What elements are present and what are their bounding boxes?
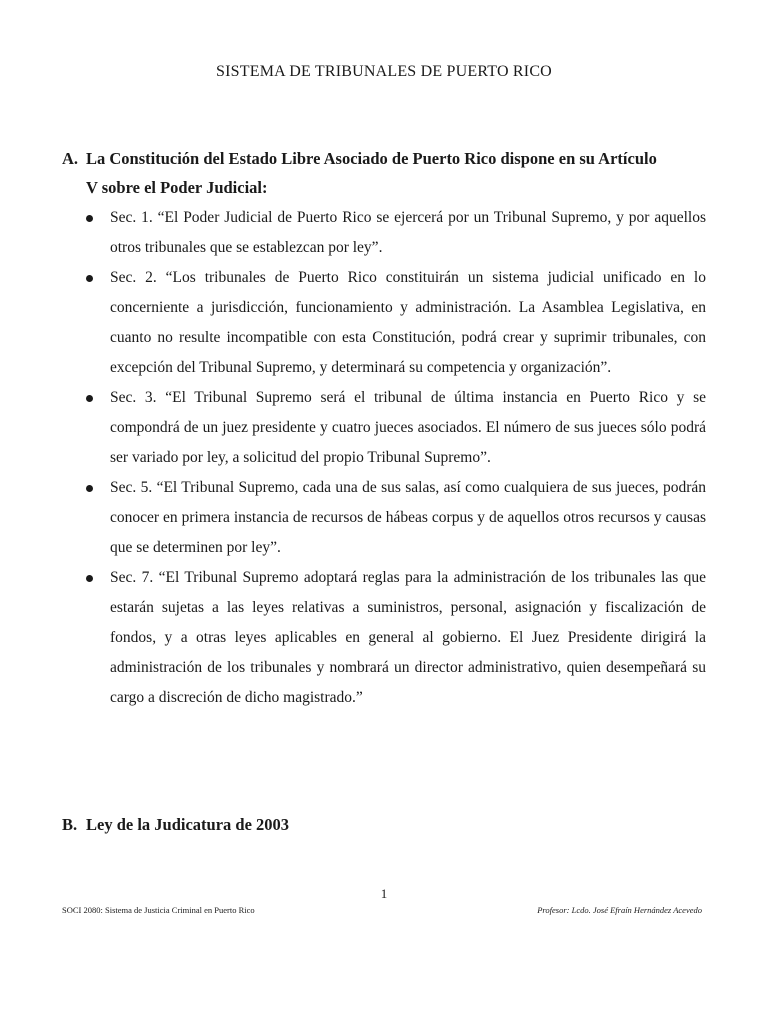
section-b-text: Ley de la Judicatura de 2003 <box>86 815 290 834</box>
footer-course: SOCI 2080: Sistema de Justicia Criminal en Puerto Rico <box>62 905 255 915</box>
bullet-icon <box>86 485 93 492</box>
list-item-text: Sec. 7. “El Tribunal Supremo adoptará reglas para la administración de los tribunales las que estarán sujetas a las leyes relativas a suministros, personal, asignación y fiscalización de fondos, y a otras leyes aplicables en general al gobierno. El Juez Presidente dirigirá la administración de los tribunales y nombrará un director administrativo, quien desempeñará su cargo a discreción de dicho magistrado.” <box>110 569 706 706</box>
section-a-line1: La Constitución del Estado Libre Asociado de Puerto Rico dispone en su Artículo <box>86 149 657 168</box>
section-a-letter: A. <box>62 149 79 168</box>
bullet-icon <box>86 575 93 582</box>
document-title: SISTEMA DE TRIBUNALES DE PUERTO RICO <box>216 63 552 80</box>
bullet-icon <box>86 215 93 222</box>
list-item <box>86 473 706 563</box>
list-item <box>86 383 706 473</box>
list-item <box>86 263 706 383</box>
bullet-icon <box>86 395 93 402</box>
list-item-text: Sec. 1. “El Poder Judicial de Puerto Rico se ejercerá por un Tribunal Supremo, y por aquellos otros tribunales que se establezcan por ley”. <box>110 209 706 256</box>
list-item-text: Sec. 5. “El Tribunal Supremo, cada una de sus salas, así como cualquiera de sus jueces, podrán conocer en primera instancia de recursos de hábeas corpus y de aquellos otros recursos y causas que se determinen por ley”. <box>110 479 706 556</box>
list-item <box>86 203 706 263</box>
section-a-line2: V sobre el Poder Judicial: <box>86 178 268 197</box>
section-b-letter: B. <box>62 815 78 834</box>
section-b-heading <box>62 810 712 839</box>
bullet-icon <box>86 275 93 282</box>
list-item <box>86 563 706 713</box>
list-item-text: Sec. 2. “Los tribunales de Puerto Rico constituirán un sistema judicial unificado en lo concerniente a jurisdicción, funcionamiento y administración. La Asamblea Legislativa, en cuanto no resulte incompatible con esta Constitución, podrá crear y suprimir tribunales, con excepción del Tribunal Supremo, y determinará su competencia y organización”. <box>110 269 706 376</box>
page-number: 1 <box>380 886 388 901</box>
article-sections-list <box>86 203 706 713</box>
footer-professor: Profesor: Lcdo. José Efraín Hernández Acevedo <box>537 905 702 915</box>
list-item-text: Sec. 3. “El Tribunal Supremo será el tribunal de última instancia en Puerto Rico y se compondrá de un juez presidente y cuatro jueces asociados. El número de sus jueces sólo podrá ser variado por ley, a solicitud del propio Tribunal Supremo”. <box>110 389 706 466</box>
section-a-heading <box>62 144 712 202</box>
